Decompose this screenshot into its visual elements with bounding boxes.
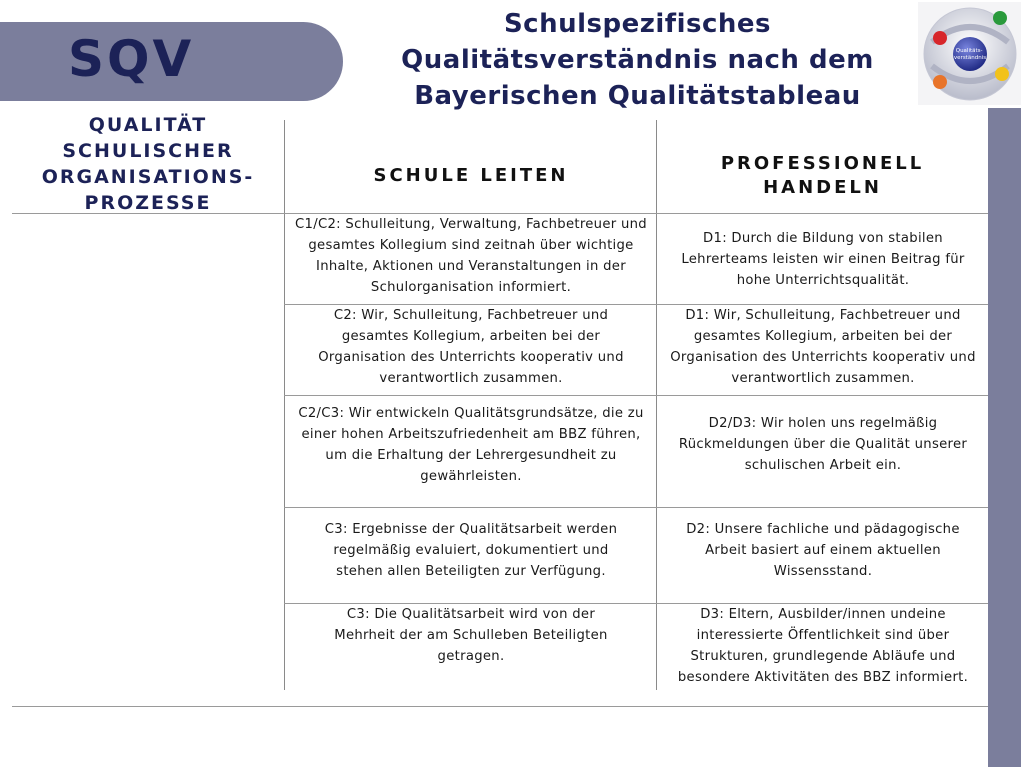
cell-schule-leiten-5: C3: Die Qualitätsarbeit wird von der Mehrheit der am Schulleben Beteiligten getragen. [334, 607, 608, 664]
column-header-schule-leiten: SCHULE LEITEN [373, 165, 569, 186]
title-line-1: Schulspezifisches [503, 9, 772, 39]
cell-professionell-handeln-5: D3: Eltern, Ausbilder/innen undeine interessierte Öffentlichkeit sind über Strukturen, grundlegende Abläufe und besondere Aktivitäten des BBZ informiert. [677, 607, 969, 685]
banner-title: SQV [68, 30, 195, 88]
column-header-qualitaet [14, 112, 282, 216]
title-line-2: Qualitätsverständnis nach dem [401, 45, 874, 75]
logo-center-label [954, 48, 986, 61]
column-header-qualitaet-line-1: QUALITÄT [88, 114, 208, 136]
table-divider-col1 [284, 120, 285, 690]
column-header-qualitaet-line-4: PROZESSE [84, 192, 212, 214]
table-bottom-line [12, 706, 988, 707]
logo-green-dot [993, 11, 1007, 25]
cell-schule-leiten-4: C3: Ergebnisse der Qualitätsarbeit werden regelmäßig evaluiert, dokumentiert und stehen allen Beteiligten zur Verfügung. [324, 522, 618, 579]
cell-professionell-handeln-4: D2: Unsere fachliche und pädagogische Arbeit basiert auf einem aktuellen Wissensstand. [686, 522, 960, 579]
table-row-line-3 [284, 507, 988, 508]
logo-yellow-dot [995, 67, 1009, 81]
table-row-line-2 [284, 395, 988, 396]
table-divider-col2 [656, 120, 657, 690]
column-header-professionell-handeln-line-2: HANDELN [763, 177, 882, 198]
column-header-qualitaet-line-2: SCHULISCHER [62, 140, 234, 162]
title-line-3: Bayerischen Qualitätstableau [414, 81, 861, 111]
column-header-professionell-handeln-line-1: PROFESSIONELL [720, 153, 925, 174]
logo-red-dot [933, 31, 947, 45]
column-header-qualitaet-line-3: ORGANISATIONS- [41, 166, 255, 188]
qualitaetsverstaendnis-logo [918, 2, 1021, 105]
cell-professionell-handeln-1: D1: Durch die Bildung von stabilen Lehrerteams leisten wir einen Beitrag für hohe Unterrichtsqualität. [681, 231, 965, 288]
page-title [355, 6, 920, 114]
logo-center-disc [953, 37, 987, 71]
column-header-professionell-handeln [657, 152, 988, 200]
cell-schule-leiten-3: C2/C3: Wir entwickeln Qualitätsgrundsätze, die zu einer hohen Arbeitszufriedenheit am BBZ führen, um die Erhaltung der Lehrergesundheit zu gewährleisten. [298, 406, 644, 484]
cell-schule-leiten-1: C1/C2: Schulleitung, Verwaltung, Fachbetreuer und gesamtes Kollegium sind zeitnah über wichtige Inhalte, Aktionen und Veranstaltungen in der Schulorganisation informiert. [295, 217, 647, 295]
right-side-bar [988, 108, 1021, 767]
logo-center-label-line-2: verständnis [953, 55, 987, 61]
cell-professionell-handeln-2: D1: Wir, Schulleitung, Fachbetreuer und gesamtes Kollegium, arbeiten bei der Organisation des Unterrichts kooperativ und verantwortlich zusammen. [670, 308, 976, 386]
logo-orange-dot [933, 75, 947, 89]
logo-center-label-line-1: Qualitäts- [955, 48, 983, 54]
cell-professionell-handeln-3: D2/D3: Wir holen uns regelmäßig Rückmeldungen über die Qualität unserer schulischen Arbeit ein. [678, 416, 968, 473]
cell-schule-leiten-2: C2: Wir, Schulleitung, Fachbetreuer und gesamtes Kollegium, arbeiten bei der Organisation des Unterrichts kooperativ und verantwortlich zusammen. [318, 308, 624, 386]
